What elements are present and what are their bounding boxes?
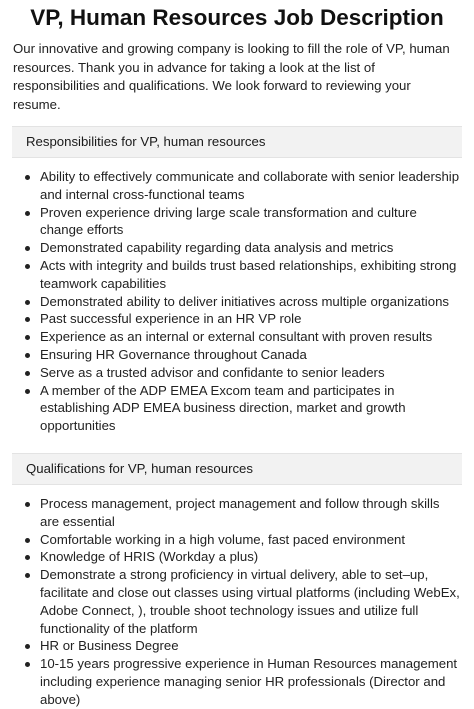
list-item: Acts with integrity and builds trust based relationships, exhibiting strong teamwork capabilities: [12, 257, 462, 293]
list-item: Demonstrated ability to deliver initiatives across multiple organizations: [12, 293, 462, 311]
list-item: 10-15 years progressive experience in Human Resources management including experience managing senior HR professionals (Director and above): [12, 655, 462, 708]
list-item: Serve as a trusted advisor and confidante to senior leaders: [12, 364, 462, 382]
list-item: Ensuring HR Governance throughout Canada: [12, 346, 462, 364]
list-item: A member of the ADP EMEA Excom team and participates in establishing ADP EMEA business direction, market and growth opportunities: [12, 382, 462, 435]
qualifications-heading: Qualifications for VP, human resources: [12, 453, 462, 485]
page-title: VP, Human Resources Job Description: [30, 5, 444, 30]
intro-paragraph: Our innovative and growing company is looking to fill the role of VP, human resources. Thank you in advance for taking a look at the list of responsibilities and qualifications. We look forward to reviewing your resume.: [13, 41, 450, 112]
list-item: Knowledge of HRIS (Workday a plus): [12, 548, 462, 566]
list-item: Experience as an internal or external consultant with proven results: [12, 328, 462, 346]
qualifications-list: [12, 495, 462, 709]
list-item: Comfortable working in a high volume, fast paced environment: [12, 531, 462, 549]
list-item: Proven experience driving large scale transformation and culture change efforts: [12, 204, 462, 240]
list-item: HR or Business Degree: [12, 637, 462, 655]
responsibilities-list: [12, 168, 462, 435]
list-item: Demonstrated capability regarding data analysis and metrics: [12, 239, 462, 257]
list-item: Ability to effectively communicate and collaborate with senior leadership and internal cross-functional teams: [12, 168, 462, 204]
list-item: Demonstrate a strong proficiency in virtual delivery, able to set–up, facilitate and close out classes using virtual platforms (including WebEx, Adobe Connect, ), trouble shoot technology issues and utilize full functionality of the platform: [12, 566, 462, 637]
list-item: Process management, project management and follow through skills are essential: [12, 495, 462, 531]
responsibilities-heading: Responsibilities for VP, human resources: [12, 126, 462, 158]
list-item: Past successful experience in an HR VP role: [12, 310, 462, 328]
